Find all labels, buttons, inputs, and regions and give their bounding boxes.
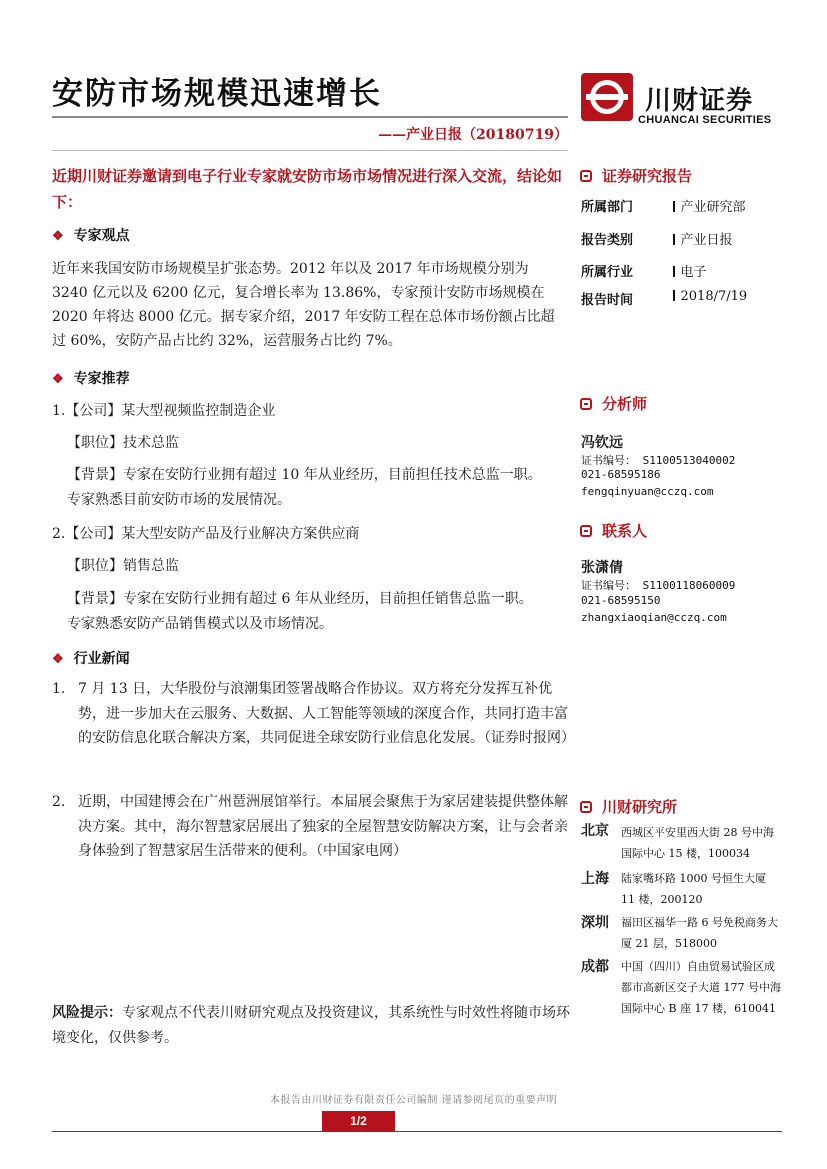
- title-rule: [52, 116, 568, 118]
- section-heading: 专家观点: [73, 228, 130, 244]
- subtitle-rule: [52, 150, 568, 151]
- office-address-shenzhen: 福田区福华一路 6 号免税商务大厦 21 层，518000: [621, 916, 778, 950]
- expert-1-company: 1.【公司】某大型视频监控制造企业: [52, 403, 276, 419]
- risk-text: 专家观点不代表川财研究观点及投资建议，其系统性与时效性将随市场环境变化，仅供参考。: [52, 1005, 570, 1046]
- news-2-number: 2.: [52, 794, 66, 810]
- analyst-email[interactable]: fengqinyuan@cczq.com: [581, 485, 714, 498]
- expert-1-position: 【职位】技术总监: [67, 435, 179, 451]
- office-address-shanghai: 陆家嘴环路 1000 号恒生大厦 11 楼，200120: [621, 872, 766, 906]
- info-label-department: 所属部门: [581, 200, 634, 215]
- footer-rule: [52, 1131, 782, 1132]
- contact-name: 张潇倩: [581, 560, 623, 576]
- office-address-chengdu: 中国（四川）自由贸易试验区成都市高新区交子大道 177 号中海国际中心 B 座 17 楼，610041: [621, 960, 781, 1015]
- brand-name-cn: 川财证券: [645, 86, 754, 116]
- section-heading: 专家推荐: [73, 371, 130, 387]
- analyst-name: 冯钦远: [581, 435, 623, 451]
- sidebar-institute-heading: 川财研究所: [580, 796, 677, 817]
- diamond-icon: ❖: [52, 372, 64, 387]
- info-label-industry: 所属行业: [581, 265, 634, 280]
- institute-icon: [580, 801, 592, 813]
- contact-cert: 证书编号： S1100118060009: [581, 579, 736, 592]
- info-value-date: 2018/7/19: [673, 289, 747, 304]
- info-label-date: 报告时间: [581, 293, 634, 308]
- intro-text: 近期川财证券邀请到电子行业专家就安防市场市场情况进行深入交流，结论如下：: [52, 167, 563, 211]
- section-industry-news: [52, 648, 130, 668]
- report-subtitle: ——产业日报（20180719）: [378, 127, 568, 143]
- sidebar-contact-heading: 联系人: [580, 520, 647, 541]
- risk-notice: [52, 1001, 570, 1051]
- office-address-beijing: 西城区平安里西大街 28 号中海国际中心 15 楼，100034: [621, 826, 774, 860]
- info-value-category: 产业日报: [673, 229, 733, 248]
- contact-phone: 021-68595150: [581, 594, 661, 607]
- news-2-text: 近期，中国建博会在广州琶洲展馆举行。本届展会聚焦于为家居建装提供整体解决方案。其中，海尔智慧家居展出了独家的全屋智慧安防解决方案，让与会者亲身体验到了智慧家居生活带来的便利。（中国家电网）: [78, 794, 568, 859]
- contact-icon: [580, 525, 592, 537]
- expert-1-background: 【背景】专家在安防行业拥有超过 10 年从业经历，目前担任技术总监一职。: [67, 467, 542, 483]
- sidebar-report-heading: 证券研究报告: [580, 165, 692, 186]
- report-icon: [580, 170, 592, 182]
- expert-view-body: 近年来我国安防市场规模呈扩张态势。2012 年以及 2017 年市场规模分别为 3240 亿元以及 6200 亿元，复合增长率为 13.86%，专家预计安防市场规模在 2020 年将达 8000 亿元。据专家介绍，2017 年安防工程在总体市场份额占比超过 60%，安防产品占比约 32%，运营服务占比约 7%。: [52, 261, 555, 349]
- office-city-beijing: 北京: [581, 823, 609, 839]
- office-city-shanghai: 上海: [581, 871, 609, 887]
- section-heading: 行业新闻: [73, 651, 130, 667]
- news-1-text: 7 月 13 日，大华股份与浪潮集团签署战略合作协议。双方将充分发挥互补优势，进一步加大在云服务、大数据、人工智能等领域的深度合作，共同打造丰富的安防信息化联合解决方案，共同促进全球安防行业信息化发展。（证券时报网）: [78, 681, 575, 746]
- analyst-cert: 证书编号： S1100513040002: [581, 454, 736, 467]
- page-number: 1/2: [322, 1111, 395, 1131]
- analyst-phone: 021-68595186: [581, 468, 661, 481]
- diamond-icon: ❖: [52, 229, 64, 244]
- expert-2-background: 【背景】专家在安防行业拥有超过 6 年从业经历，目前担任销售总监一职。: [67, 591, 533, 607]
- section-expert-recommend: [52, 368, 130, 388]
- footer-disclaimer: 本报告由川财证券有限责任公司编制 谨请参阅尾页的重要声明: [269, 1095, 558, 1106]
- expert-2-position: 【职位】销售总监: [67, 558, 179, 574]
- diamond-icon: ❖: [52, 652, 64, 667]
- info-value-department: 产业研究部: [673, 196, 746, 215]
- brand-name-en: CHUANCAI SECURITIES: [638, 114, 772, 126]
- expert-2-company: 2.【公司】某大型安防产品及行业解决方案供应商: [52, 526, 360, 542]
- info-label-category: 报告类别: [581, 233, 634, 248]
- expert-1-background-cont: 专家熟悉目前安防市场的发展情况。: [67, 492, 291, 508]
- analyst-icon: [580, 398, 592, 410]
- news-1-number: 1.: [52, 681, 66, 697]
- office-city-shenzhen: 深圳: [581, 915, 609, 931]
- office-city-chengdu: 成都: [581, 959, 609, 975]
- page-title: 安防市场规模迅速增长: [52, 76, 382, 112]
- chuancai-logo-icon: [580, 72, 634, 122]
- contact-email[interactable]: zhangxiaoqian@cczq.com: [581, 611, 727, 624]
- section-expert-view: [52, 225, 130, 245]
- expert-2-background-cont: 专家熟悉安防产品销售模式以及市场情况。: [67, 616, 333, 632]
- sidebar-analyst-heading: 分析师: [580, 393, 647, 414]
- info-value-industry: 电子: [673, 261, 707, 280]
- risk-label: 风险提示：: [52, 1005, 122, 1021]
